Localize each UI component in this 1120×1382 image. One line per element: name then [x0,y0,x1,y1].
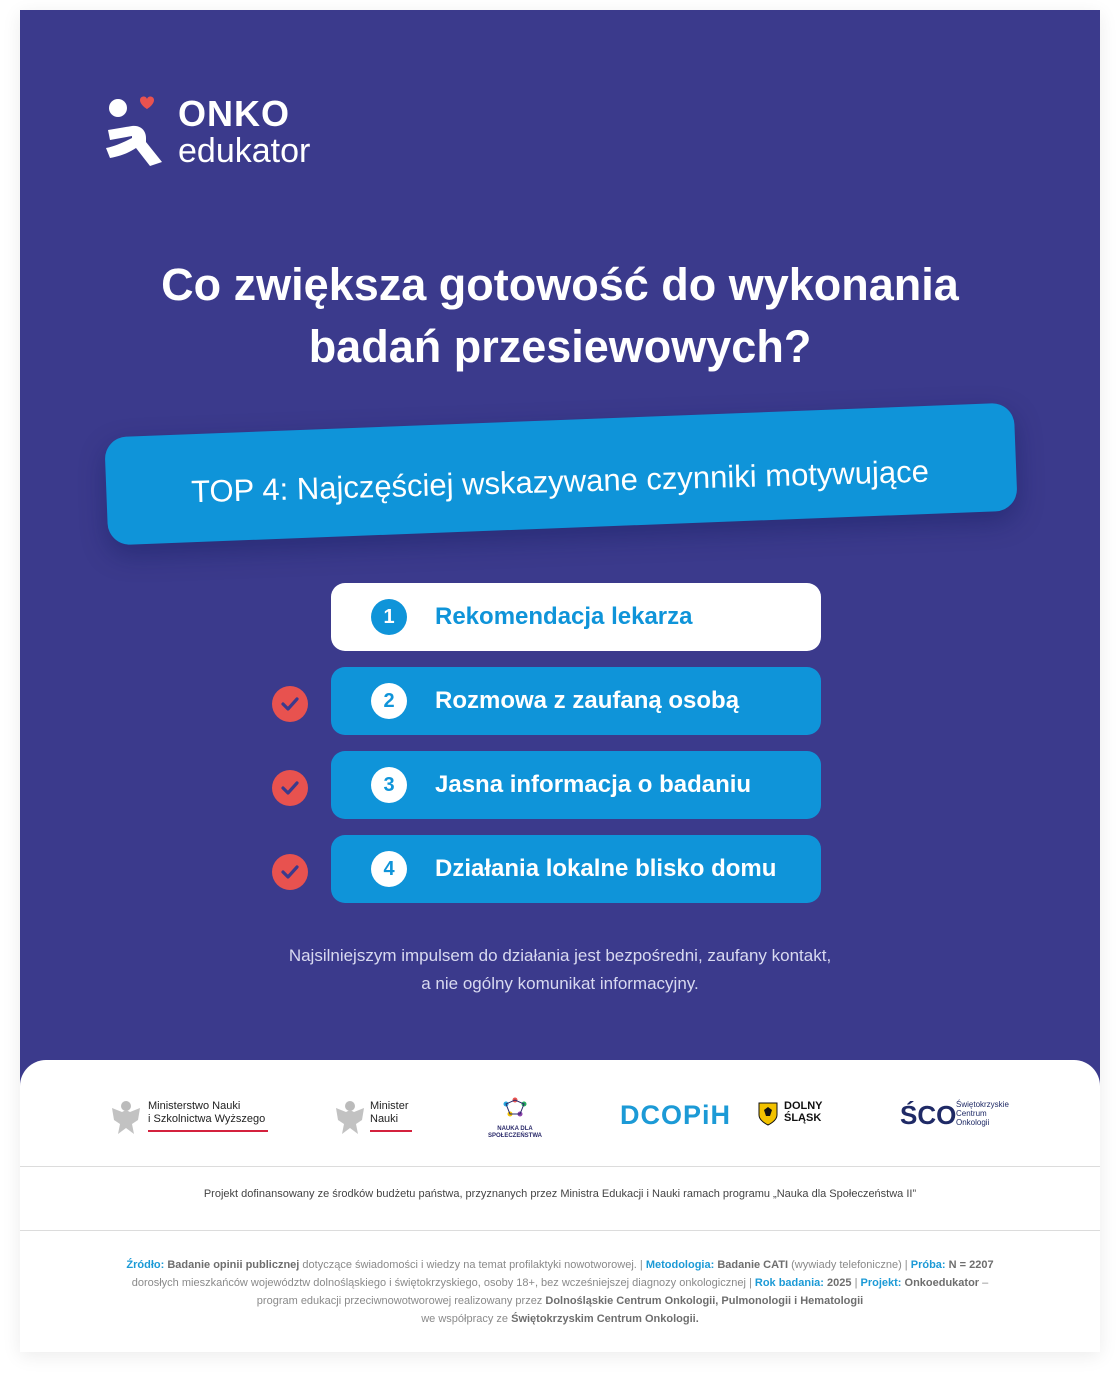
ministry-name [148,1100,265,1126]
check-icon [272,770,308,806]
footer [20,1060,1100,1352]
sample-value: N = 2207 [948,1259,994,1271]
factor-label: Jasna informacja o badaniu [435,771,752,798]
factor-item-2 [331,667,821,735]
separator: | [854,1277,858,1289]
sco-name-line-2: Centrum [956,1109,987,1118]
page-title [20,254,1100,378]
footer-divider [20,1166,1100,1167]
eagle-emblem-icon [108,1098,144,1136]
title-line-1: Co zwiększa gotowość do wykonania [161,259,959,310]
dolny-slask-logo [784,1100,823,1124]
sample-key: Próba: [910,1259,946,1271]
dolny-slask-line-1: DOLNY [784,1100,823,1112]
nauka-label-line-1: NAUKA DLA [497,1126,533,1132]
footer-divider [20,1230,1100,1231]
logo-line-onko: ONKO [178,93,290,134]
dolny-slask-crest-icon [758,1102,778,1126]
program-text: program edukacji przeciwnowotworowej realizowany przez [256,1295,543,1307]
nauka-label [480,1126,550,1140]
factor-item-1 [331,583,821,651]
factor-label: Działania lokalne blisko domu [435,855,777,882]
check-icon [272,686,308,722]
dcopih-logo: DCOPiH [620,1100,732,1130]
sco-name-line-3: Onkologii [956,1118,990,1127]
hero-section [20,10,1100,1100]
person-heart-icon [102,96,166,166]
minister-name-line-1: Minister [370,1100,409,1112]
onkoedukator-logo [102,93,362,176]
ministry-science-logo [108,1096,288,1140]
dolny-slask-line-2: ŚLĄSK [784,1112,822,1124]
red-underline [148,1130,268,1132]
minister-name [370,1100,409,1126]
source-note [50,1256,1070,1328]
source-value: Badanie opinii publicznej [167,1259,300,1271]
top4-banner-text: TOP 4: Najczęściej wskazywane czynniki motywujące [190,453,930,510]
cofunding-note: Projekt dofinansowany ze środków budżetu państwa, przyznanych przez Ministra Edukacji i Nauki ramach programu „Nauka dla Społeczeństwa II” [203,1188,917,1200]
red-underline [370,1130,412,1132]
summary-line-2: a nie ogólny komunikat informacyjny. [421,974,699,993]
nauka-label-line-2: SPOŁECZEŃSTWA [487,1133,542,1139]
minister-science-logo [332,1096,442,1140]
minister-name-line-2: Nauki [370,1113,399,1125]
check-icon [272,854,308,890]
sco-name-line-1: Świętokrzyskie [956,1100,1009,1109]
factor-rank-badge: 4 [371,851,407,887]
source-key: Źródło: [126,1259,165,1271]
source-line-3 [50,1292,1070,1310]
logo-line-edukator: edukator [178,132,311,170]
factor-label: Rekomendacja lekarza [435,603,693,630]
source-line-4 [50,1310,1070,1328]
factor-item-3 [331,751,821,819]
factor-rank-badge: 2 [371,683,407,719]
factor-rank-badge: 3 [371,767,407,803]
cooperation-text: we współpracy ze [421,1313,509,1325]
method-value: Badanie CATI [717,1259,789,1271]
sco-name [956,1100,1009,1127]
source-text: dotyczące świadomości i wiedzy na temat profilaktyki nowotworowej. | [302,1259,643,1271]
title-line-2: badań przesiewowych? [308,321,812,372]
ministry-name-line-1: Ministerstwo Nauki [148,1100,241,1112]
factor-label: Rozmowa z zaufaną osobą [435,687,740,714]
year-key: Rok badania: [754,1277,824,1289]
summary-line-1: Najsilniejszym impulsem do działania jest bezpośredni, zaufany kontakt, [288,946,832,965]
summary-text [20,942,1100,998]
source-line-2 [50,1274,1070,1292]
method-key: Metodologia: [645,1259,715,1271]
eagle-emblem-icon [332,1098,368,1136]
sco-mark: ŚCO [900,1100,957,1130]
project-value: Onkoedukator [904,1277,980,1289]
factor-rank-badge: 1 [371,599,407,635]
project-key: Projekt: [860,1277,902,1289]
source-line-1 [50,1256,1070,1274]
ministry-name-line-2: i Szkolnictwa Wyższego [148,1113,266,1125]
infographic-card [20,10,1100,1352]
project-dash: – [982,1277,989,1289]
sample-text: dorosłych mieszkańców województw dolnośląskiego i świętokrzyskiego, osoby 18+, bez wcześniejszej diagnozy onkologicznej | [131,1277,752,1289]
logo-wordmark [178,93,311,170]
method-text: (wywiady telefoniczne) | [791,1259,908,1271]
nauka-dla-spoleczenstwa-logo [480,1096,550,1140]
program-org: Dolnośląskie Centrum Onkologii, Pulmonologii i Hematologii [545,1295,864,1307]
year-value: 2025 [827,1277,852,1289]
cooperation-org: Świętokrzyskim Centrum Onkologii. [511,1313,699,1325]
network-icon [500,1096,530,1124]
factor-item-4 [331,835,821,903]
